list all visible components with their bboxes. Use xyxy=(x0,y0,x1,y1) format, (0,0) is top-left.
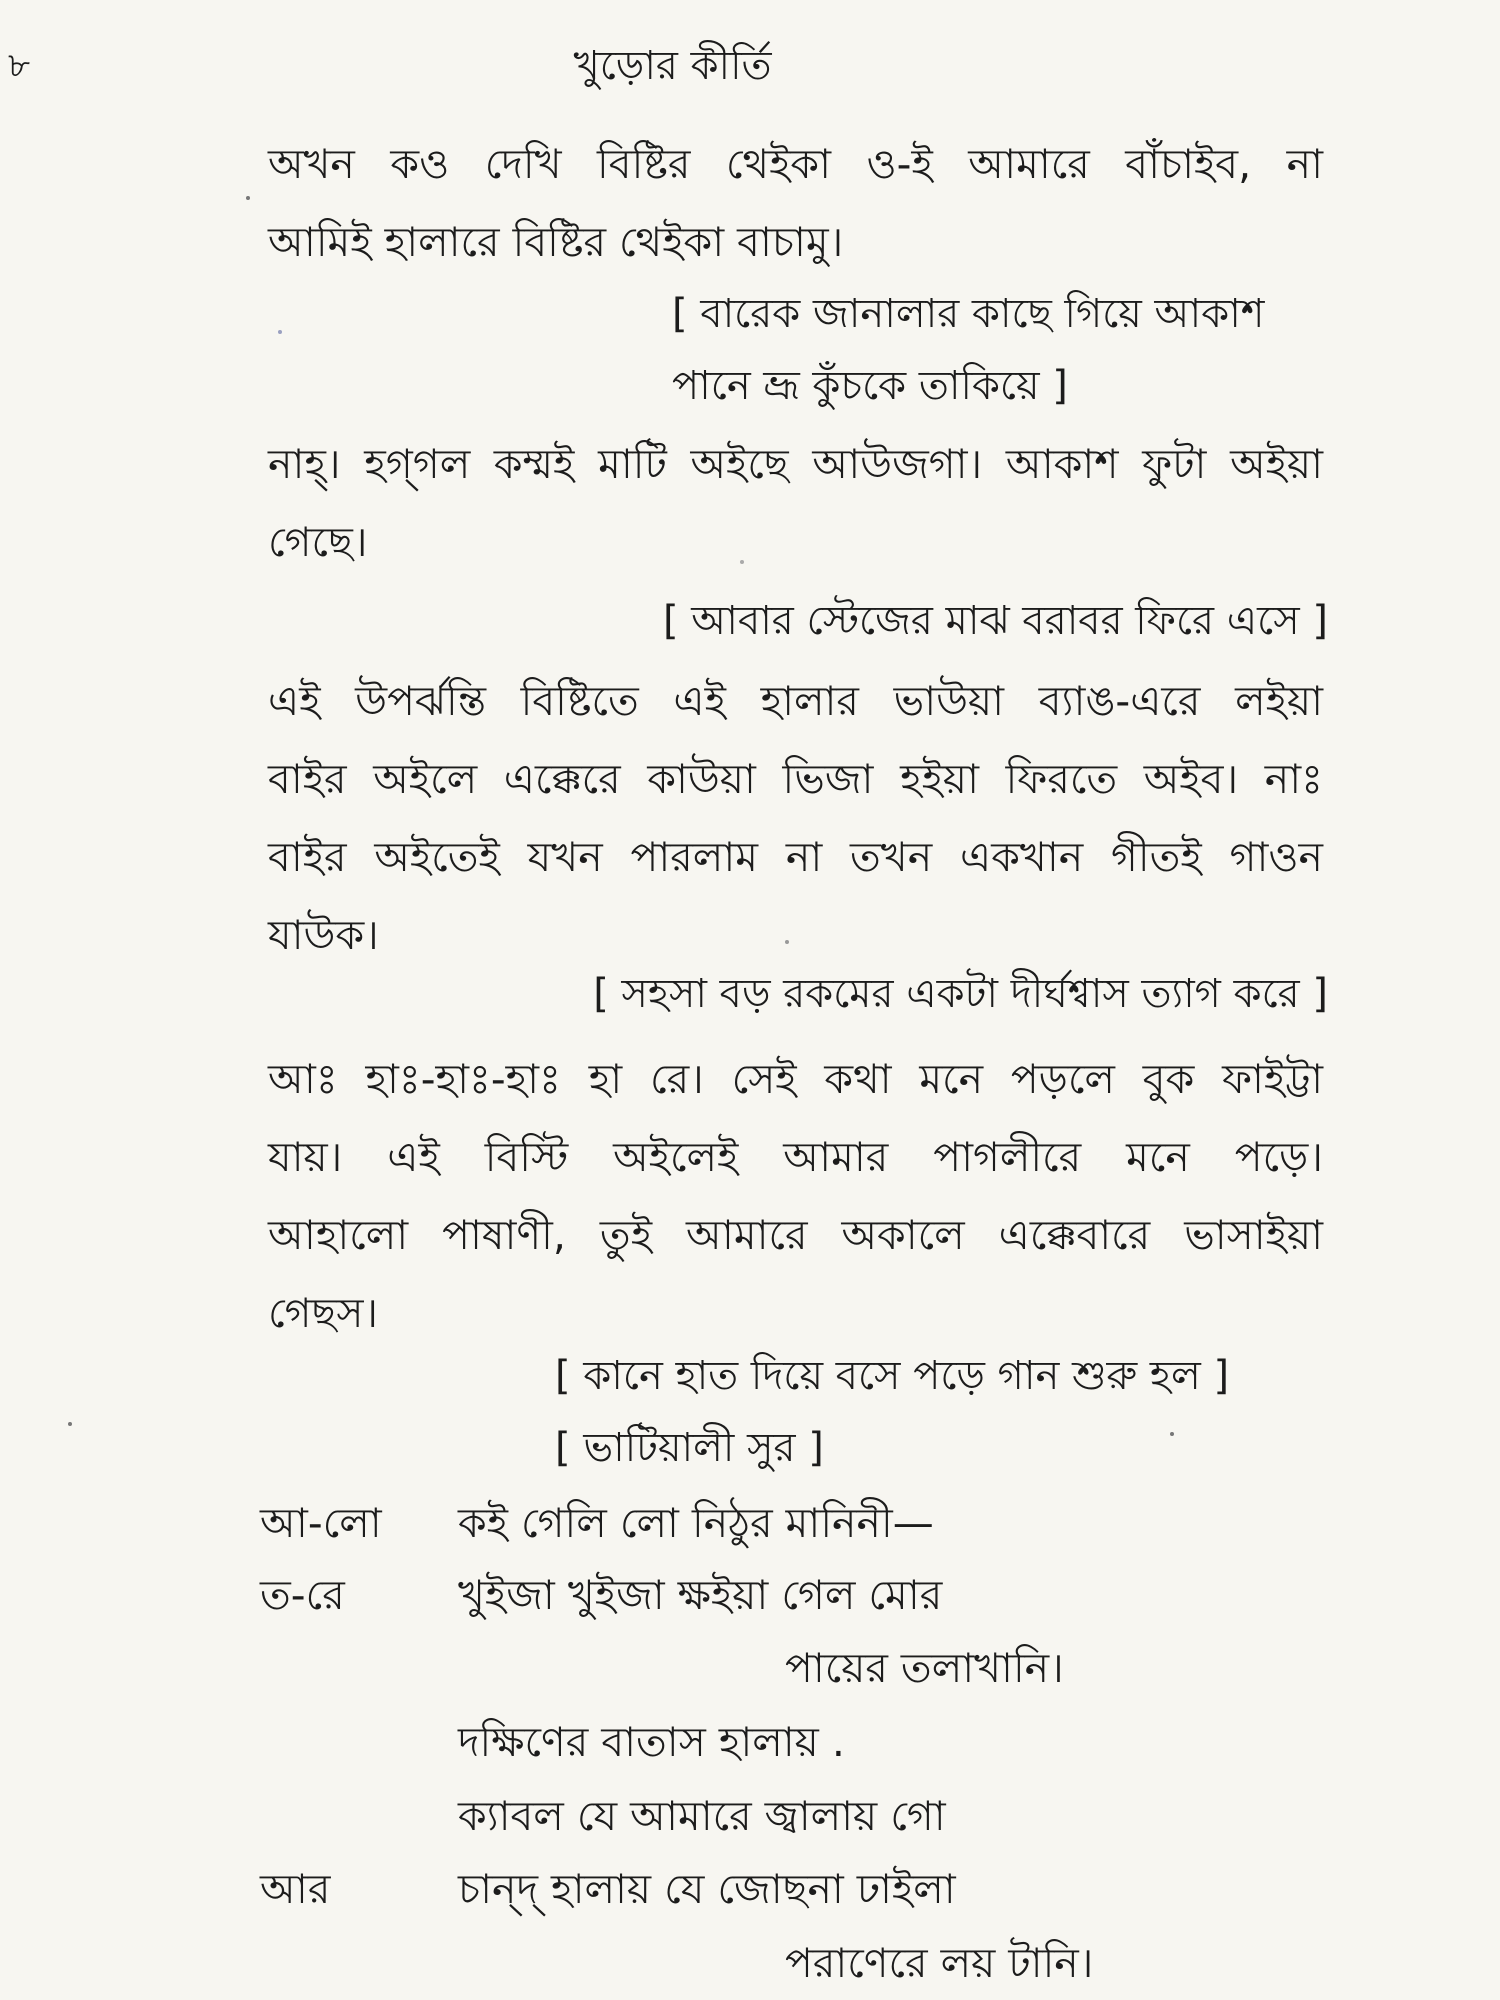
song-line-prefix: ত-রে xyxy=(260,1571,345,1619)
song-line-prefix: আর xyxy=(260,1865,331,1913)
page-number: ৮ xyxy=(8,46,31,86)
dialogue-paragraph-2 xyxy=(268,425,1323,581)
scan-speck xyxy=(68,1422,72,1426)
dialogue-line: অখন কও দেখি বিষ্টির থেইকা ও-ই আমারে বাঁচাইব, না xyxy=(268,140,1323,188)
scan-speck xyxy=(1170,1432,1174,1436)
stage-direction-1 xyxy=(672,278,1264,422)
scan-speck xyxy=(246,196,250,200)
song-line-text: পায়ের তলাখানি। xyxy=(785,1644,1064,1692)
stage-direction-4 xyxy=(555,1340,1229,1484)
dialogue-line: আহালো পাষাণী, তুই আমারে অকালে এক্কেবারে ভাসাইয়া xyxy=(268,1211,1323,1259)
stage-direction-line: [ ভাটিয়ালী সুর ] xyxy=(555,1425,824,1471)
dialogue-line: গেছস। xyxy=(268,1289,379,1337)
song-line-text: দক্ষিণের বাতাস হালায় . xyxy=(458,1718,845,1766)
scan-speck xyxy=(740,560,744,564)
stage-direction-line: [ বারেক জানালার কাছে গিয়ে আকাশ xyxy=(672,291,1265,337)
dialogue-line: গেছে। xyxy=(268,518,368,566)
dialogue-line: আঃ হাঃ-হাঃ-হাঃ হা রে। সেই কথা মনে পড়লে বুক ফাইট্টা xyxy=(268,1055,1323,1103)
stage-direction-line: [ কানে হাত দিয়ে বসে পড়ে গান শুরু হল ] xyxy=(555,1353,1230,1399)
dialogue-paragraph-4 xyxy=(268,1040,1323,1352)
stage-direction-3 xyxy=(593,958,1328,1030)
stage-direction-2 xyxy=(663,585,1328,657)
dialogue-line: আমিই হালারে বিষ্টির থেইকা বাচামু। xyxy=(268,218,844,266)
running-head: খুড়োর কীর্তি xyxy=(573,43,772,89)
scan-speck xyxy=(785,940,789,944)
dialogue-line: বাইর অইলে এক্কেরে কাউয়া ভিজা হইয়া ফিরতে অইব। নাঃ xyxy=(268,755,1323,803)
dialogue-paragraph-1 xyxy=(268,125,1323,281)
song-line-text: কই গেলি লো নিঠুর মানিনী— xyxy=(458,1499,934,1547)
scan-speck xyxy=(278,330,282,334)
dialogue-line: বাইর অইতেই যখন পারলাম না তখন একখান গীতই গাওন xyxy=(268,833,1323,881)
song-line-prefix: আ-লো xyxy=(260,1499,382,1547)
song-line-text: ক্যাবল যে আমারে জ্বালায় গো xyxy=(458,1792,946,1840)
stage-direction-line: [ আবার স্টেজের মাঝ বরাবর ফিরে এসে ] xyxy=(662,598,1328,644)
dialogue-line: এই উপর্ঝন্তি বিষ্টিতে এই হালার ভাউয়া ব্যাঙ-এরে লইয়া xyxy=(268,677,1323,725)
song-line-text: চান্দ্‌ হালায় যে জোছনা ঢাইলা xyxy=(458,1865,956,1913)
song-line-text: পরাণেরে লয় টানি। xyxy=(785,1939,1094,1987)
stage-direction-line: পানে ভ্রূ কুঁচকে তাকিয়ে ] xyxy=(672,363,1068,409)
stage-direction-line: [ সহসা বড় রকমের একটা দীর্ঘশ্বাস ত্যাগ করে ] xyxy=(593,971,1328,1017)
dialogue-line: যাউক। xyxy=(268,911,379,959)
song-line-text: খুইজা খুইজা ক্ষইয়া গেল মোর xyxy=(458,1571,943,1619)
dialogue-line: নাহ্‌। হগ্‌গল কম্মই মাটি অইছে আউজগা। আকাশ ফুটা অইয়া xyxy=(268,440,1323,488)
dialogue-line: যায়। এই বিস্টি অইলেই আমার পাগলীরে মনে পড়ে। xyxy=(268,1133,1323,1181)
dialogue-paragraph-3 xyxy=(268,662,1323,974)
